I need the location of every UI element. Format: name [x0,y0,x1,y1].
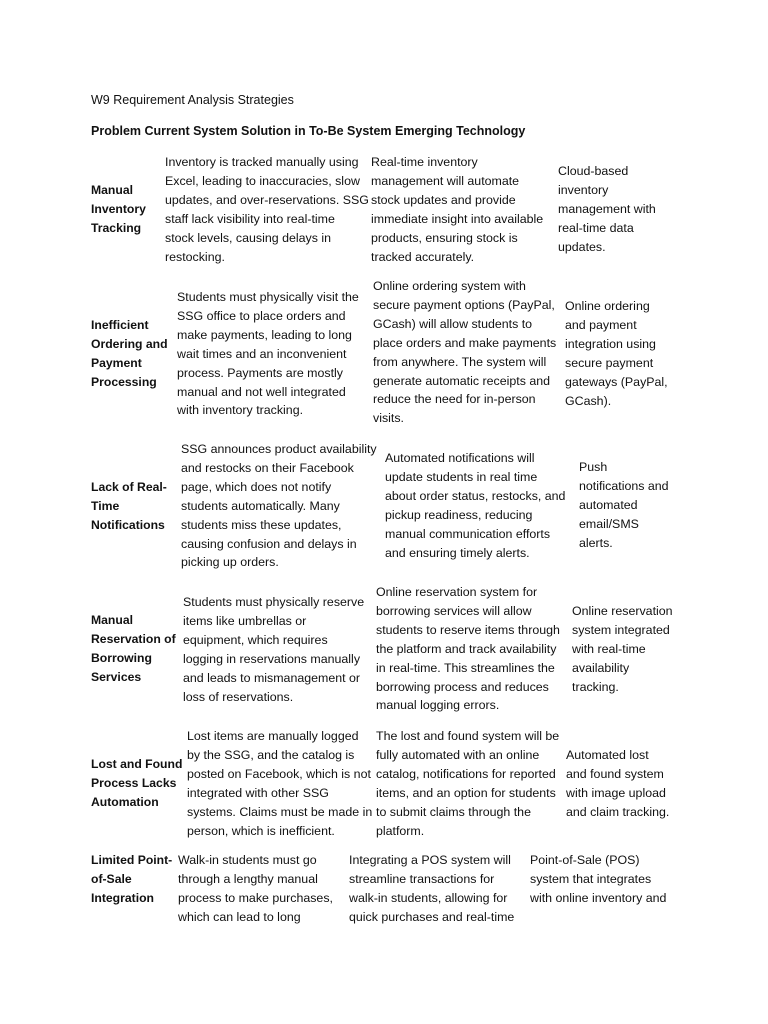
current-system-cell: Walk-in students must go through a lengthy manual process to make purchases, which can lead to long [178,853,333,924]
technology-cell: Online ordering and payment integration using secure payment gateways (PayPal, GCash). [565,299,668,408]
solution-cell: The lost and found system will be fully automated with an online catalog, notifications for reported items, and an option for students to submit claims through the platform. [376,729,560,838]
technology-cell: Automated lost and found system with image upload and claim tracking. [566,748,670,819]
technology-cell: Push notifications and automated email/SMS alerts. [579,460,669,550]
solution-cell: Online reservation system for borrowing services will allow students to reserve items through the platform and track availability in real-time. This streamlines the borrowing process and reduces manual logging errors. [376,585,560,713]
technology-cell: Online reservation system integrated with real-time availability tracking. [572,604,673,694]
solution-cell: Online ordering system with secure payment options (PayPal, GCash) will allow students to place orders and make payments from anywhere. The system will generate automatic receipts and reduce the need for in-person visits. [373,279,557,426]
current-system-cell: Students must physically reserve items like umbrellas or equipment, which requires logging in reservations manually and leads to mismanagement or loss of reservations. [183,595,365,704]
solution-cell: Real-time inventory management will automate stock updates and provide immediate insight into available products, ensuring stock is tracked accurately. [371,155,544,264]
current-system-cell: Students must physically visit the SSG office to place orders and make payments, leading to long wait times and an inconvenient process. Payments are mostly manual and not well integrated with inventory tracking. [177,290,359,418]
solution-cell: Automated notifications will update students in real time about order status, restocks, and pickup readiness, reducing manual communication efforts and ensuring timely alerts. [385,451,566,560]
table-header: Problem Current System Solution in To-Be System Emerging Technology [91,124,526,138]
solution-cell: Integrating a POS system will streamline transactions for walk-in students, allowing for quick purchases and real-time [349,853,515,924]
current-system-cell: Lost items are manually logged by the SSG, and the catalog is posted on Facebook, which is not integrated with other SSG systems. Claims must be made in person, which is inefficient. [187,729,373,838]
technology-cell: Cloud-based inventory management with real-time data updates. [558,164,656,254]
current-system-cell: Inventory is tracked manually using Excel, leading to inaccuracies, slow updates, and over-reservations. SSG staff lack visibility into real-time stock levels, causing delays in restocking. [165,155,369,264]
problem-cell: Manual Reservation of Borrowing Services [91,613,176,684]
problem-cell: Limited Point- of-Sale Integration [91,853,173,905]
current-system-cell: SSG announces product availability and restocks on their Facebook page, which does not notify students automatically. Many students miss these updates, causing confusion and delays in picking up orders. [181,442,377,570]
problem-cell: Manual Inventory Tracking [91,183,146,235]
document-title: W9 Requirement Analysis Strategies [91,93,294,107]
technology-cell: Point-of-Sale (POS) system that integrates with online inventory and [530,853,667,905]
problem-cell: Lost and Found Process Lacks Automation [91,757,183,809]
problem-cell: Inefficient Ordering and Payment Processing [91,318,168,389]
problem-cell: Lack of Real- Time Notifications [91,480,167,532]
